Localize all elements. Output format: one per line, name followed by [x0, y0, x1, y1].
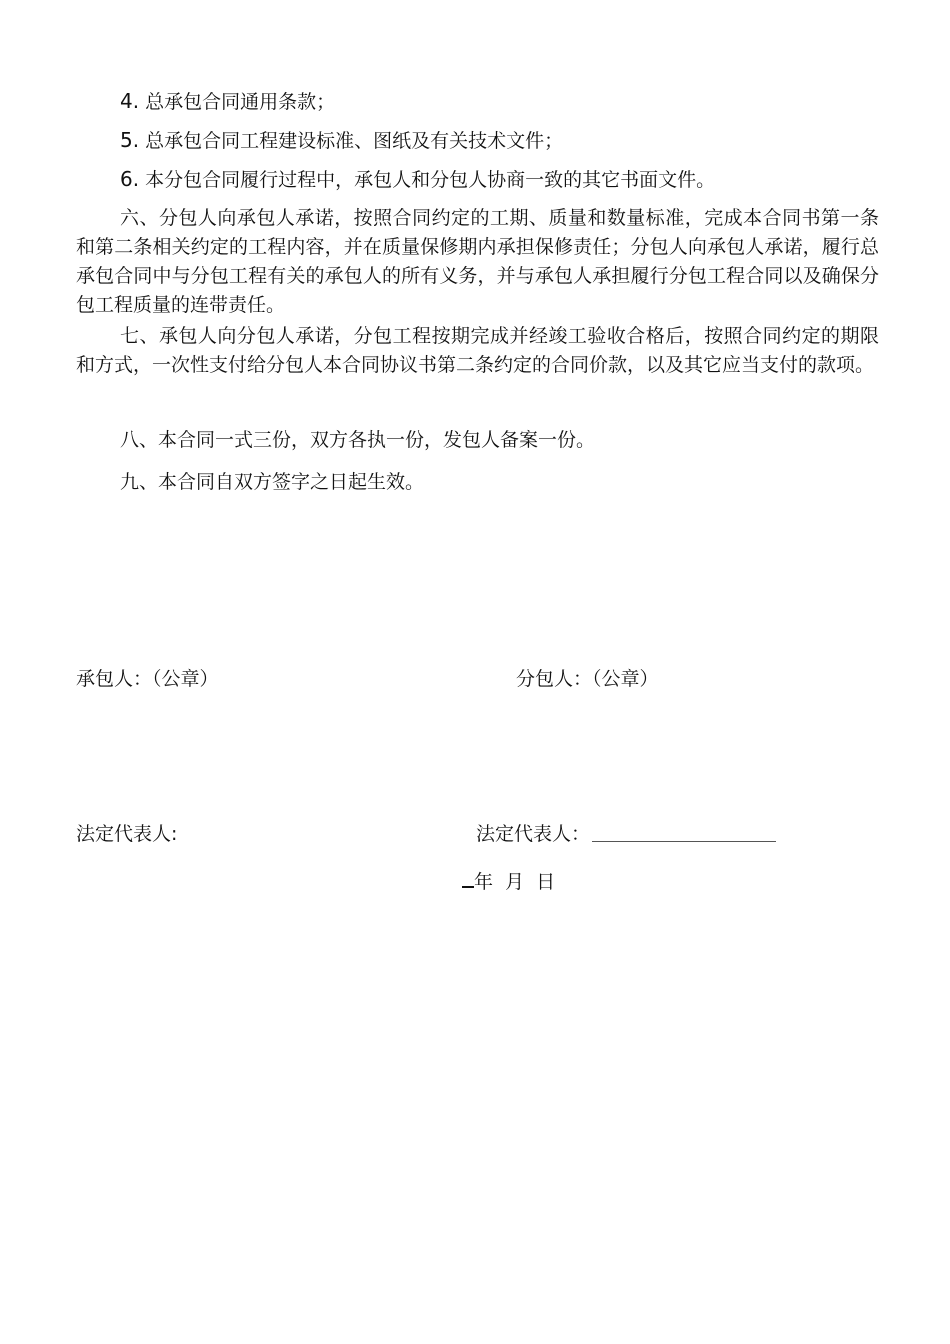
clause-7-paragraph: 七、承包人向分包人承诺，分包工程按期完成并经竣工验收合格后，按照合同约定的期限和方式，一次性支付给分包人本合同协议书第二条约定的合同价款，以及其它应当支付的款项。: [76, 325, 879, 376]
date-blank[interactable]: [462, 868, 474, 888]
list-item-number: 5.: [120, 128, 140, 152]
subcontractor-legal-rep: [476, 820, 776, 848]
list-item-text: 本分包合同履行过程中，承包人和分包人协商一致的其它书面文件。: [145, 169, 716, 191]
signature-line[interactable]: [592, 840, 776, 842]
contractor-seal-label: 承包人：（公章）: [76, 668, 219, 690]
list-item-number: 4.: [120, 89, 140, 113]
clause-6-paragraph: 六、分包人向承包人承诺，按照合同约定的工期、质量和数量标准，完成本合同书第一条和第二条相关约定的工程内容，并在质量保修期内承担保修责任；分包人向承包人承诺，履行总承包合同中与分包工程有关的承包人的所有义务，并与承包人承担履行分包工程合同以及确保分包工程质量的连带责任。: [76, 207, 879, 316]
list-item: [120, 126, 563, 155]
list-item-number: 6.: [120, 167, 140, 191]
contractor-legal-rep-label: 法定代表人:: [76, 823, 178, 845]
clause-8-paragraph: 八、本合同一式三份，双方各执一份，发包人备案一份。: [120, 429, 596, 451]
date-line: [462, 868, 555, 896]
subcontractor-seal-label: 分包人：（公章）: [516, 668, 659, 690]
list-item: [120, 87, 335, 116]
list-item-text: 总承包合同通用条款；: [145, 91, 336, 113]
date-label: 年 月 日: [474, 871, 556, 893]
list-item: [120, 165, 715, 194]
list-item-text: 总承包合同工程建设标准、图纸及有关技术文件；: [145, 130, 564, 152]
subcontractor-legal-rep-label: 法定代表人：: [476, 823, 591, 845]
clause-9-paragraph: 九、本合同自双方签字之日起生效。: [120, 471, 425, 493]
